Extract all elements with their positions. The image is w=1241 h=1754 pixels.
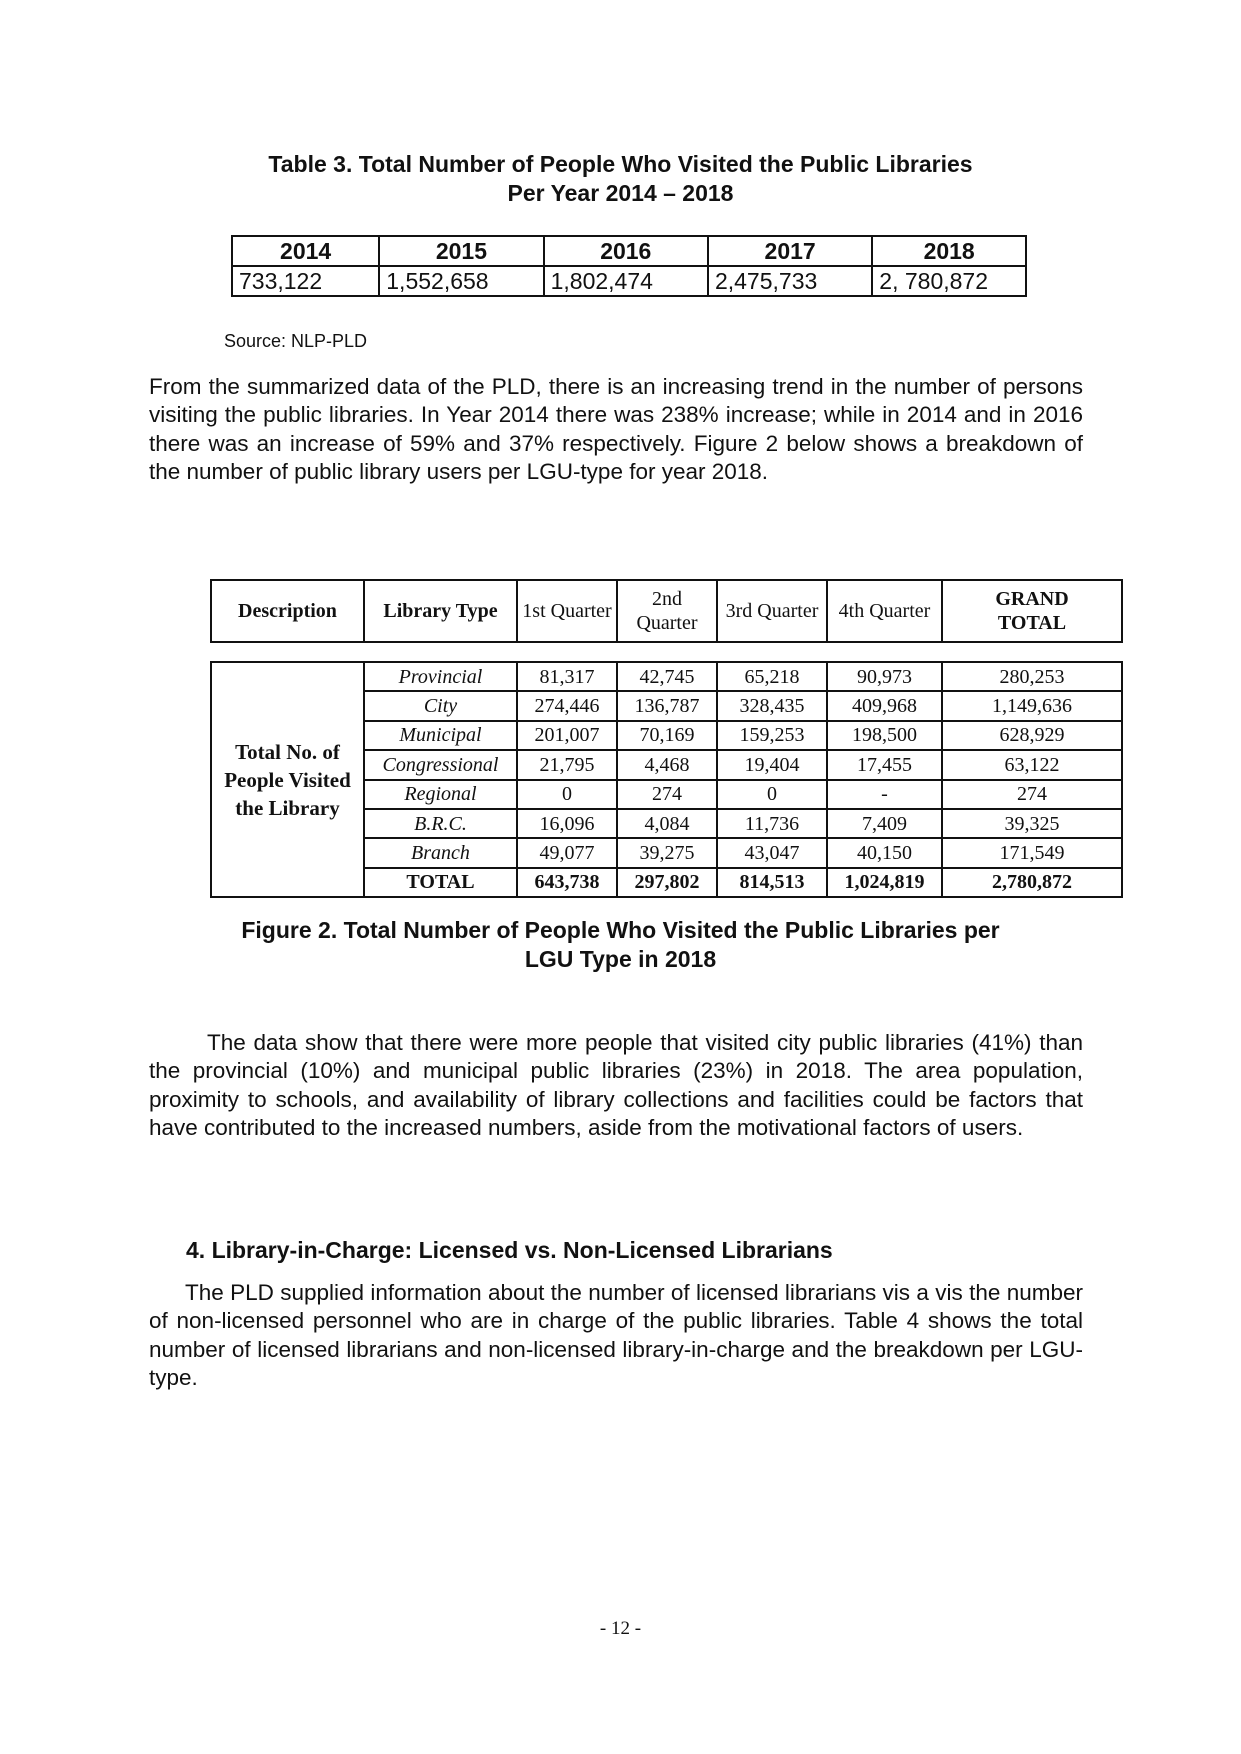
q4-cell: 198,500 xyxy=(827,721,942,750)
table3-value: 1,802,474 xyxy=(544,266,708,296)
section4-heading: 4. Library-in-Charge: Licensed vs. Non-Licensed Librarians xyxy=(186,1237,833,1263)
header-description: Description xyxy=(211,580,364,642)
table3-title-line1: Table 3. Total Number of People Who Visited the Public Libraries xyxy=(268,151,973,177)
figure2-body xyxy=(210,661,1123,898)
q2-cell: 4,468 xyxy=(617,750,717,779)
q1-cell: 643,738 xyxy=(517,868,617,897)
table3-value: 733,122 xyxy=(232,266,379,296)
header-grand-line1: GRAND xyxy=(995,588,1069,610)
library-type-cell: B.R.C. xyxy=(364,809,517,838)
q3-cell: 159,253 xyxy=(717,721,827,750)
header-grand-line2: TOTAL xyxy=(997,612,1067,634)
q1-cell: 201,007 xyxy=(517,721,617,750)
total-cell: 274 xyxy=(942,780,1122,809)
table3-year-header: 2018 xyxy=(872,236,1026,266)
q4-cell: 90,973 xyxy=(827,662,942,691)
table3-title xyxy=(0,150,1241,208)
q1-cell: 274,446 xyxy=(517,691,617,720)
q4-cell: 1,024,819 xyxy=(827,868,942,897)
table3-value-row xyxy=(232,266,1026,296)
table3-header-row xyxy=(232,236,1026,266)
paragraph-city-share-text: The data show that there were more people that visited city public libraries (41%) than the provincial (10%) and municipal public libraries (23%) in 2018. The area population, proximity to schools, and availability of library collections and facilities could be factors that have contributed to the increased numbers, aside from the motivational factors of users. xyxy=(149,1030,1083,1141)
q4-cell: 409,968 xyxy=(827,691,942,720)
q2-cell: 4,084 xyxy=(617,809,717,838)
q2-cell: 136,787 xyxy=(617,691,717,720)
header-q4: 4th Quarter xyxy=(827,580,942,642)
table3-value: 1,552,658 xyxy=(379,266,543,296)
q1-cell: 21,795 xyxy=(517,750,617,779)
q3-cell: 19,404 xyxy=(717,750,827,779)
q3-cell: 65,218 xyxy=(717,662,827,691)
paragraph-trend xyxy=(149,373,1083,487)
figure2-table xyxy=(210,579,1121,898)
total-cell: 1,149,636 xyxy=(942,691,1122,720)
table3-year-header: 2014 xyxy=(232,236,379,266)
total-label: TOTAL xyxy=(364,868,517,897)
table-row xyxy=(211,662,1122,691)
q2-cell: 274 xyxy=(617,780,717,809)
total-cell: 2,780,872 xyxy=(942,868,1122,897)
table3-title-line2: Per Year 2014 – 2018 xyxy=(507,180,734,206)
figure2-caption-line2: LGU Type in 2018 xyxy=(524,946,717,972)
q1-cell: 81,317 xyxy=(517,662,617,691)
q1-cell: 49,077 xyxy=(517,838,617,867)
q1-cell: 16,096 xyxy=(517,809,617,838)
header-library-type: Library Type xyxy=(364,580,517,642)
library-type-cell: Regional xyxy=(364,780,517,809)
table3-year-header: 2017 xyxy=(708,236,872,266)
paragraph-licensed xyxy=(149,1279,1083,1393)
description-line: the Library xyxy=(235,795,340,820)
q3-cell: 328,435 xyxy=(717,691,827,720)
figure2-caption xyxy=(0,916,1241,974)
header-q2-line1: 2nd xyxy=(652,588,682,610)
q4-cell: 17,455 xyxy=(827,750,942,779)
header-grand-total xyxy=(942,580,1122,642)
total-cell: 280,253 xyxy=(942,662,1122,691)
total-cell: 628,929 xyxy=(942,721,1122,750)
description-line: Total No. of xyxy=(235,739,340,764)
total-cell: 39,325 xyxy=(942,809,1122,838)
library-type-cell: Municipal xyxy=(364,721,517,750)
description-line: People Visited xyxy=(224,767,351,792)
paragraph-licensed-text: The PLD supplied information about the number of licensed librarians vis a vis the number of non-licensed personnel who are in charge of the public libraries. Table 4 shows the total number of licensed librarians and non-licensed library-in-charge and the breakdown per LGU-type. xyxy=(149,1280,1083,1391)
figure2-header xyxy=(210,579,1123,643)
library-type-cell: Branch xyxy=(364,838,517,867)
paragraph-trend-text: From the summarized data of the PLD, there is an increasing trend in the number of persons visiting the public libraries. In Year 2014 there was 238% increase; while in 2014 and in 2016 there was an increase of 59% and 37% respectively. Figure 2 below shows a breakdown of the number of public library users per LGU-type for year 2018. xyxy=(149,374,1083,485)
table3-source: Source: NLP-PLD xyxy=(224,331,368,351)
table3 xyxy=(231,235,1027,297)
header-q1: 1st Quarter xyxy=(517,580,617,642)
page-number: - 12 - xyxy=(599,1618,642,1639)
q3-cell: 814,513 xyxy=(717,868,827,897)
total-cell: 63,122 xyxy=(942,750,1122,779)
q2-cell: 297,802 xyxy=(617,868,717,897)
q1-cell: 0 xyxy=(517,780,617,809)
q3-cell: 43,047 xyxy=(717,838,827,867)
paragraph-city-share xyxy=(149,1029,1083,1143)
library-type-cell: Congressional xyxy=(364,750,517,779)
table3-value: 2,475,733 xyxy=(708,266,872,296)
library-type-cell: Provincial xyxy=(364,662,517,691)
header-q3: 3rd Quarter xyxy=(717,580,827,642)
q2-cell: 39,275 xyxy=(617,838,717,867)
header-q2 xyxy=(617,580,717,642)
total-cell: 171,549 xyxy=(942,838,1122,867)
table3-value: 2, 780,872 xyxy=(872,266,1026,296)
table3-year-header: 2016 xyxy=(544,236,708,266)
table3-year-header: 2015 xyxy=(379,236,543,266)
q4-cell: - xyxy=(827,780,942,809)
q4-cell: 7,409 xyxy=(827,809,942,838)
q4-cell: 40,150 xyxy=(827,838,942,867)
q2-cell: 70,169 xyxy=(617,721,717,750)
q3-cell: 11,736 xyxy=(717,809,827,838)
library-type-cell: City xyxy=(364,691,517,720)
q3-cell: 0 xyxy=(717,780,827,809)
q2-cell: 42,745 xyxy=(617,662,717,691)
header-q2-line2: Quarter xyxy=(636,612,698,634)
description-cell xyxy=(211,662,364,897)
figure2-caption-line1: Figure 2. Total Number of People Who Visited the Public Libraries per xyxy=(241,917,1000,943)
